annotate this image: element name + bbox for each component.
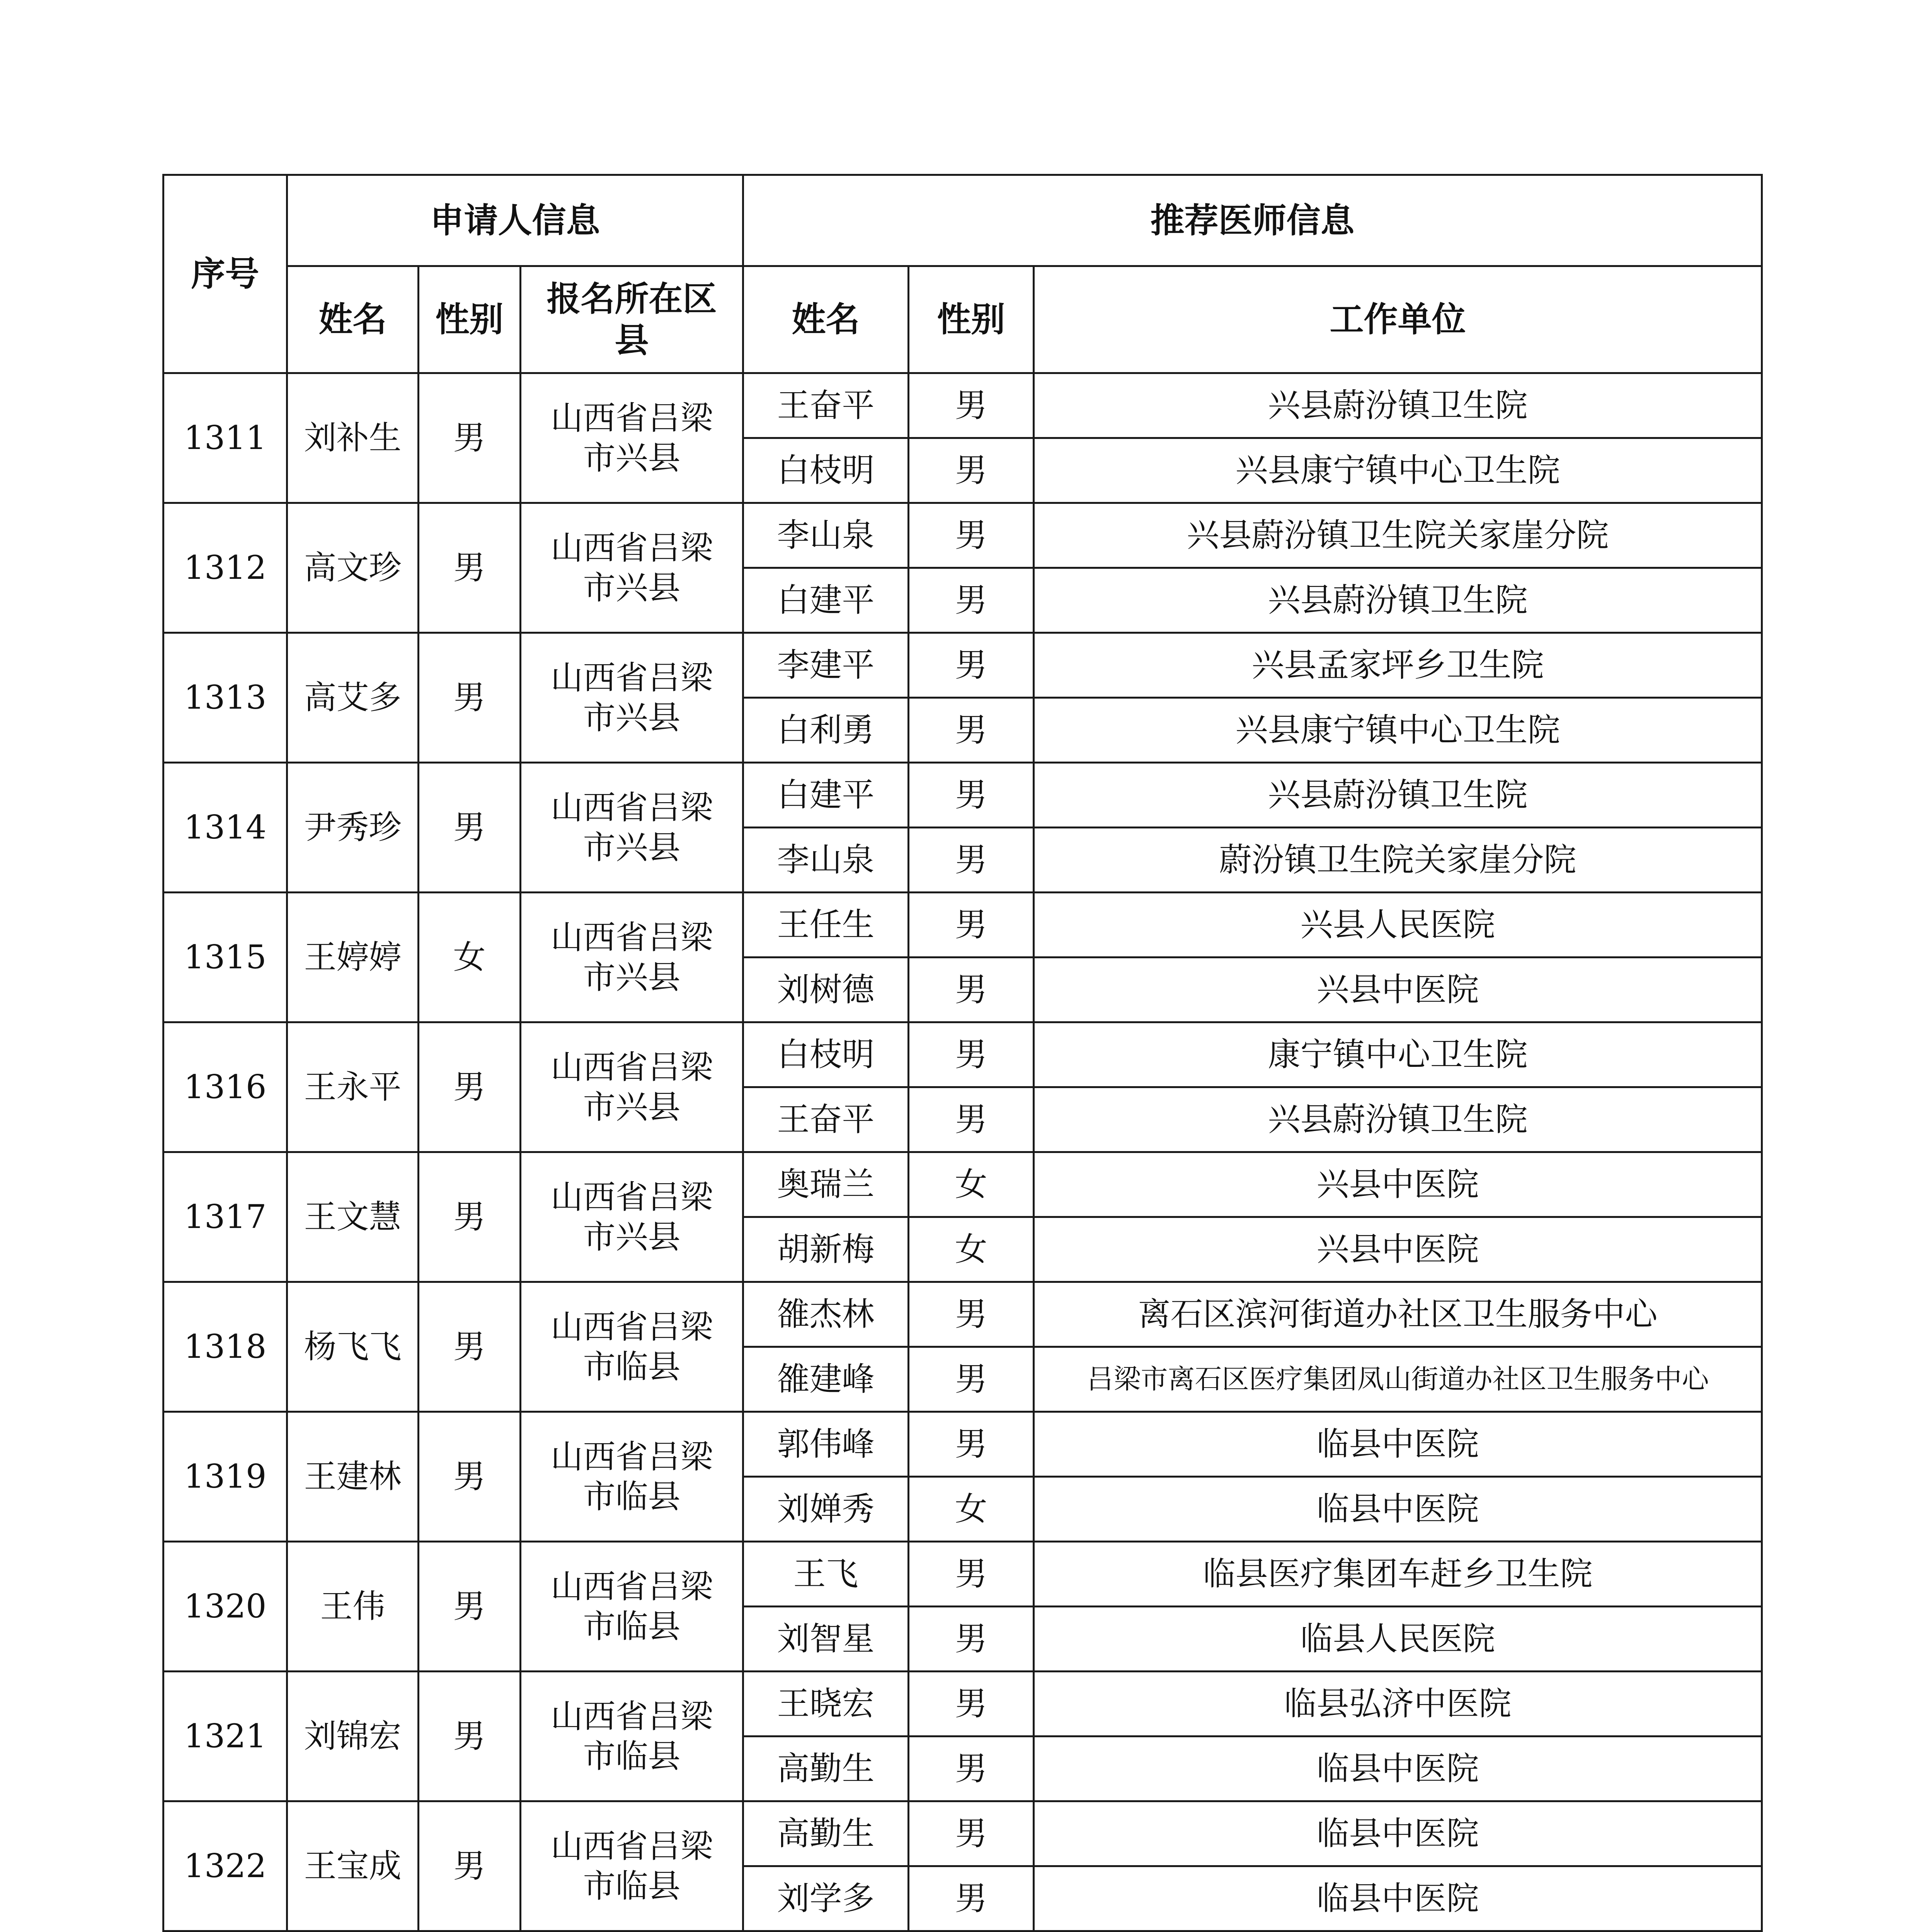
doctor-name-cell: 王任生 [743, 893, 909, 957]
doctor-gender-cell: 男 [909, 1736, 1034, 1801]
doctor-unit-cell: 临县中医院 [1034, 1736, 1762, 1801]
seq-cell: 1315 [163, 893, 287, 1022]
doctor-name-cell: 李山泉 [743, 828, 909, 893]
doctor-unit-cell: 康宁镇中心卫生院 [1034, 1022, 1762, 1087]
doctor-gender-cell: 男 [909, 568, 1034, 633]
doctor-name-cell: 白枝明 [743, 438, 909, 503]
doctor-name-cell: 刘婵秀 [743, 1477, 909, 1542]
seq-cell: 1321 [163, 1672, 287, 1801]
seq-cell: 1320 [163, 1542, 287, 1672]
doctor-name-cell: 雒建峰 [743, 1347, 909, 1412]
applicant-gender-cell: 男 [419, 373, 521, 503]
table-row [163, 1672, 1762, 1736]
doctor-gender-cell: 男 [909, 1347, 1034, 1412]
header-row-1 [163, 175, 1762, 266]
doctor-name-cell: 王飞 [743, 1542, 909, 1607]
table-row [163, 763, 1762, 828]
doctor-unit-cell: 兴县蔚汾镇卫生院关家崖分院 [1034, 503, 1762, 568]
applicant-region-cell: 山西省吕梁市临县 [521, 1282, 743, 1412]
applicant-gender-cell: 男 [419, 1412, 521, 1542]
doctor-name-cell: 郭伟峰 [743, 1412, 909, 1477]
doctor-name-cell: 高勤生 [743, 1736, 909, 1801]
header-doctor-gender: 性别 [909, 266, 1034, 373]
applicant-name-cell: 高文珍 [287, 503, 419, 633]
applicant-gender-cell: 女 [419, 893, 521, 1022]
applicant-region-cell: 山西省吕梁市临县 [521, 1801, 743, 1931]
doctor-gender-cell: 男 [909, 893, 1034, 957]
applicant-name-cell: 王婷婷 [287, 893, 419, 1022]
table-row [163, 503, 1762, 568]
doctor-name-cell: 白建平 [743, 568, 909, 633]
header-doctor-group: 推荐医师信息 [743, 175, 1762, 266]
doctor-unit-cell: 兴县康宁镇中心卫生院 [1034, 698, 1762, 763]
doctor-gender-cell: 男 [909, 633, 1034, 698]
table-row [163, 1412, 1762, 1477]
doctor-unit-cell: 兴县蔚汾镇卫生院 [1034, 1087, 1762, 1152]
doctor-gender-cell: 男 [909, 1801, 1034, 1866]
applicant-name-cell: 高艾多 [287, 633, 419, 763]
doctor-name-cell: 李山泉 [743, 503, 909, 568]
doctor-unit-cell: 兴县蔚汾镇卫生院 [1034, 373, 1762, 438]
seq-cell: 1317 [163, 1152, 287, 1282]
doctor-name-cell: 白建平 [743, 763, 909, 828]
doctor-unit-cell: 临县中医院 [1034, 1477, 1762, 1542]
applicant-region-cell: 山西省吕梁市临县 [521, 1542, 743, 1672]
applicant-name-cell: 刘锦宏 [287, 1672, 419, 1801]
doctor-gender-cell: 男 [909, 373, 1034, 438]
doctor-unit-cell: 临县中医院 [1034, 1412, 1762, 1477]
doctor-name-cell: 刘智星 [743, 1607, 909, 1672]
seq-cell: 1312 [163, 503, 287, 633]
doctor-gender-cell: 男 [909, 438, 1034, 503]
doctor-name-cell: 胡新梅 [743, 1217, 909, 1282]
applicant-region-cell: 山西省吕梁市兴县 [521, 373, 743, 503]
doctor-gender-cell: 男 [909, 1866, 1034, 1931]
seq-cell: 1318 [163, 1282, 287, 1412]
applicant-name-cell: 王建林 [287, 1412, 419, 1542]
header-applicant-group: 申请人信息 [287, 175, 743, 266]
applicant-region-cell: 山西省吕梁市临县 [521, 1672, 743, 1801]
doctor-unit-cell: 吕梁市离石区医疗集团凤山街道办社区卫生服务中心 [1034, 1347, 1762, 1412]
seq-cell: 1316 [163, 1022, 287, 1152]
table-row [163, 1542, 1762, 1607]
header-doctor-name: 姓名 [743, 266, 909, 373]
doctor-unit-cell: 蔚汾镇卫生院关家崖分院 [1034, 828, 1762, 893]
doctor-name-cell: 奥瑞兰 [743, 1152, 909, 1217]
seq-cell: 1322 [163, 1801, 287, 1931]
applicant-gender-cell: 男 [419, 633, 521, 763]
applicant-gender-cell: 男 [419, 1282, 521, 1412]
applicant-region-cell: 山西省吕梁市兴县 [521, 893, 743, 1022]
doctor-name-cell: 白枝明 [743, 1022, 909, 1087]
doctor-unit-cell: 兴县人民医院 [1034, 893, 1762, 957]
applicant-region-cell: 山西省吕梁市兴县 [521, 1152, 743, 1282]
doctor-name-cell: 王晓宏 [743, 1672, 909, 1736]
applicant-gender-cell: 男 [419, 1672, 521, 1801]
doctor-name-cell: 白利勇 [743, 698, 909, 763]
header-applicant-name: 姓名 [287, 266, 419, 373]
doctor-gender-cell: 男 [909, 828, 1034, 893]
header-applicant-gender: 性别 [419, 266, 521, 373]
applicant-name-cell: 尹秀珍 [287, 763, 419, 893]
doctor-name-cell: 雒杰林 [743, 1282, 909, 1347]
doctor-name-cell: 刘树德 [743, 957, 909, 1022]
doctor-unit-cell: 临县中医院 [1034, 1801, 1762, 1866]
doctor-gender-cell: 男 [909, 1672, 1034, 1736]
table-row [163, 1152, 1762, 1217]
applicant-gender-cell: 男 [419, 503, 521, 633]
doctor-gender-cell: 男 [909, 1087, 1034, 1152]
applicant-region-cell: 山西省吕梁市兴县 [521, 503, 743, 633]
doctor-gender-cell: 男 [909, 957, 1034, 1022]
applicant-gender-cell: 男 [419, 1801, 521, 1931]
table-row [163, 1282, 1762, 1347]
doctor-name-cell: 高勤生 [743, 1801, 909, 1866]
doctor-unit-cell: 兴县蔚汾镇卫生院 [1034, 763, 1762, 828]
header-doctor-unit: 工作单位 [1034, 266, 1762, 373]
table-row [163, 1801, 1762, 1866]
doctor-gender-cell: 男 [909, 1607, 1034, 1672]
doctor-unit-cell: 临县医疗集团车赶乡卫生院 [1034, 1542, 1762, 1607]
doctor-unit-cell: 兴县康宁镇中心卫生院 [1034, 438, 1762, 503]
applicant-region-cell: 山西省吕梁市临县 [521, 1412, 743, 1542]
doctor-gender-cell: 男 [909, 503, 1034, 568]
doctor-unit-cell: 兴县中医院 [1034, 1152, 1762, 1217]
applicant-table [162, 174, 1763, 1932]
applicant-region-cell: 山西省吕梁市兴县 [521, 763, 743, 893]
header-applicant-region: 报名所在区县 [521, 266, 743, 373]
applicant-gender-cell: 男 [419, 1152, 521, 1282]
applicant-name-cell: 王永平 [287, 1022, 419, 1152]
seq-cell: 1314 [163, 763, 287, 893]
doctor-unit-cell: 兴县孟家坪乡卫生院 [1034, 633, 1762, 698]
applicant-region-cell: 山西省吕梁市兴县 [521, 1022, 743, 1152]
doctor-name-cell: 王奋平 [743, 1087, 909, 1152]
header-seq: 序号 [163, 175, 287, 373]
seq-cell: 1313 [163, 633, 287, 763]
doctor-unit-cell: 离石区滨河街道办社区卫生服务中心 [1034, 1282, 1762, 1347]
applicant-region-cell: 山西省吕梁市兴县 [521, 633, 743, 763]
table-row [163, 633, 1762, 698]
applicant-name-cell: 王文慧 [287, 1152, 419, 1282]
applicant-name-cell: 刘补生 [287, 373, 419, 503]
doctor-name-cell: 李建平 [743, 633, 909, 698]
doctor-gender-cell: 女 [909, 1217, 1034, 1282]
applicant-name-cell: 杨飞飞 [287, 1282, 419, 1412]
seq-cell: 1319 [163, 1412, 287, 1542]
doctor-gender-cell: 男 [909, 1282, 1034, 1347]
doctor-gender-cell: 男 [909, 1022, 1034, 1087]
doctor-unit-cell: 临县人民医院 [1034, 1607, 1762, 1672]
applicant-gender-cell: 男 [419, 763, 521, 893]
doctor-gender-cell: 男 [909, 1542, 1034, 1607]
table-row [163, 893, 1762, 957]
doctor-gender-cell: 男 [909, 698, 1034, 763]
doctor-gender-cell: 女 [909, 1152, 1034, 1217]
doctor-gender-cell: 男 [909, 1412, 1034, 1477]
doctor-unit-cell: 临县中医院 [1034, 1866, 1762, 1931]
doctor-name-cell: 刘学多 [743, 1866, 909, 1931]
doctor-name-cell: 王奋平 [743, 373, 909, 438]
table-row [163, 1022, 1762, 1087]
doctor-unit-cell: 兴县中医院 [1034, 1217, 1762, 1282]
header-row-2 [163, 266, 1762, 373]
applicant-name-cell: 王伟 [287, 1542, 419, 1672]
doctor-gender-cell: 女 [909, 1477, 1034, 1542]
applicant-gender-cell: 男 [419, 1542, 521, 1672]
doctor-unit-cell: 临县弘济中医院 [1034, 1672, 1762, 1736]
doctor-unit-cell: 兴县中医院 [1034, 957, 1762, 1022]
table-row [163, 373, 1762, 438]
seq-cell: 1311 [163, 373, 287, 503]
applicant-gender-cell: 男 [419, 1022, 521, 1152]
doctor-gender-cell: 男 [909, 763, 1034, 828]
doctor-unit-cell: 兴县蔚汾镇卫生院 [1034, 568, 1762, 633]
applicant-name-cell: 王宝成 [287, 1801, 419, 1931]
